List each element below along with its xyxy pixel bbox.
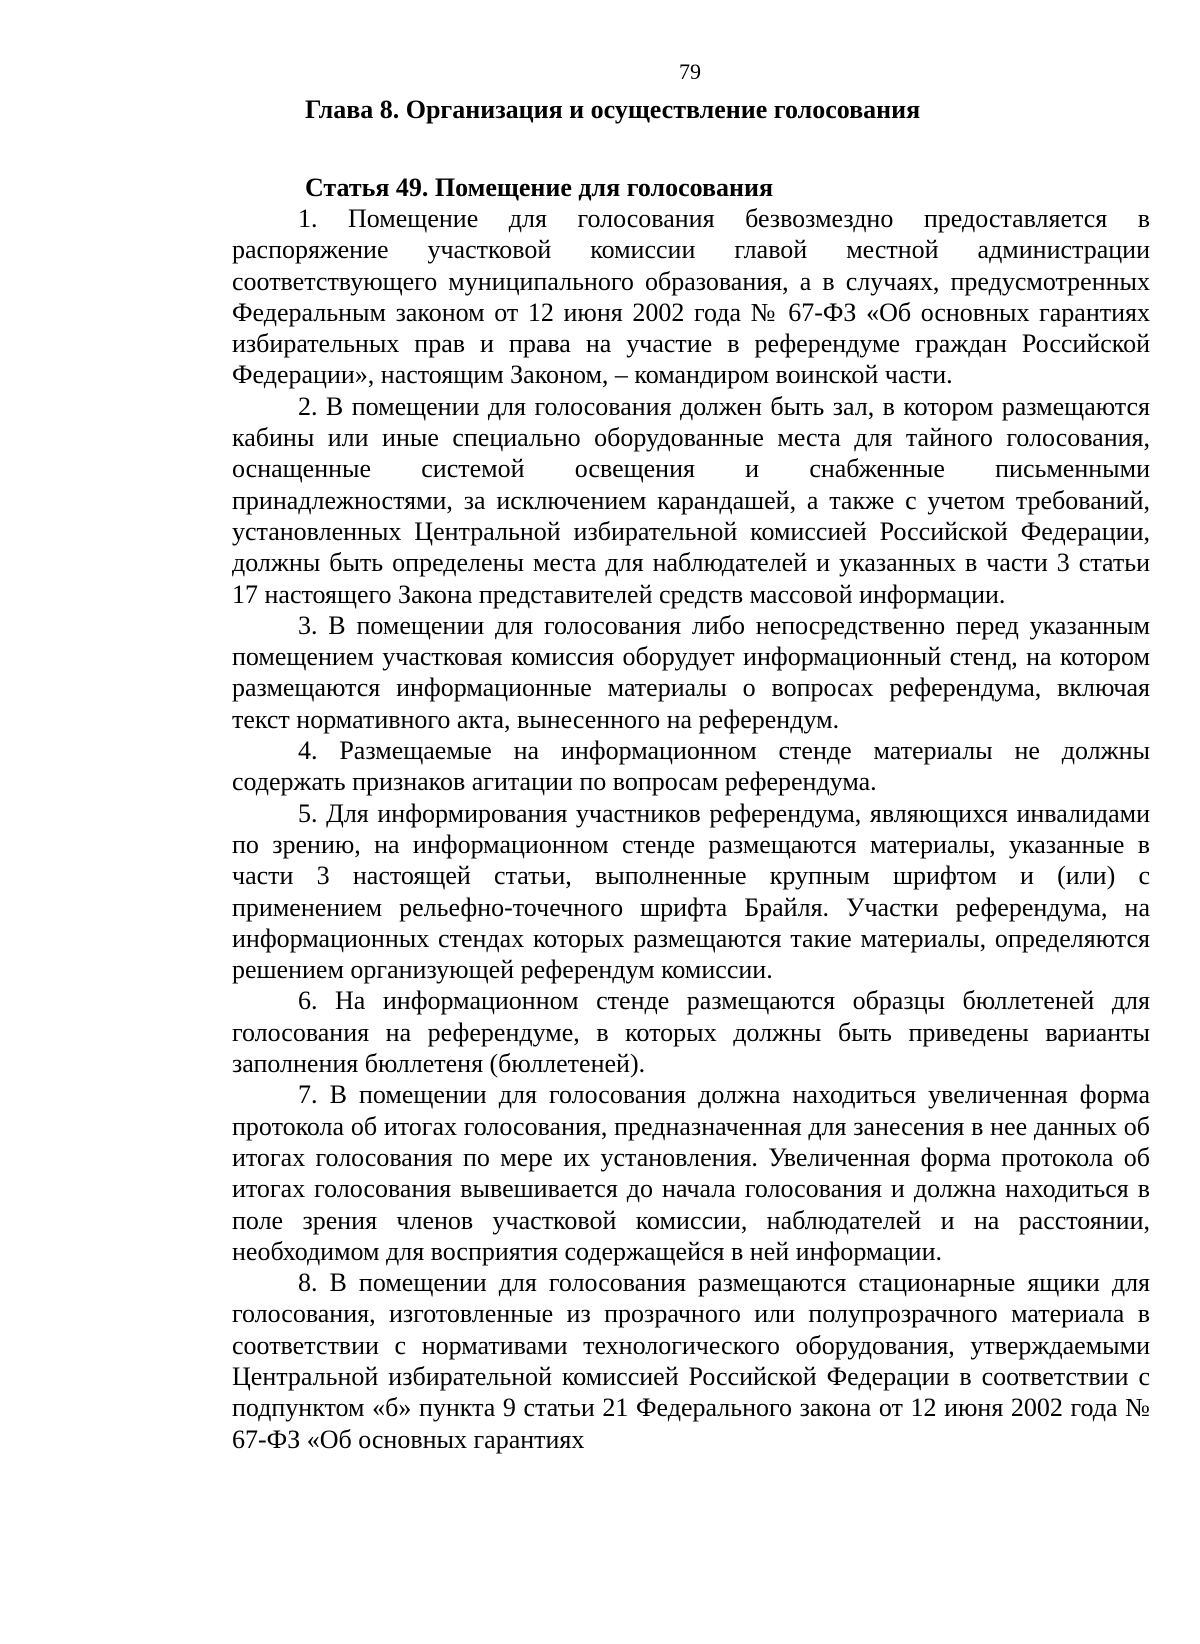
paragraph-6: 6. На информационном стенде размещаются образцы бюллетеней для голосования на референдуме, в которых должны быть приведены варианты заполнения бюллетеня (бюллетеней). <box>232 986 1150 1079</box>
article-body <box>232 203 1150 1455</box>
paragraph-2: 2. В помещении для голосования должен быть зал, в котором размещаются кабины или иные специально оборудованные места для тайного голосования, оснащенные системой освещения и снабженные письменными принадлежностями, за исключением карандашей, а также с учетом требований, установленных Центральной избирательной комиссией Российской Федерации, должны быть определены места для наблюдателей и указанных в части 3 статьи 17 настоящего Закона представителей средств массовой информации. <box>232 391 1150 609</box>
page-number: 79 <box>679 59 701 84</box>
paragraph-1: 1. Помещение для голосования безвозмездно предоставляется в распоряжение участковой комиссии главой местной администрации соответствующего муниципального образования, а в случаях, предусмотренных Федеральным законом от 12 июня 2002 года № 67-ФЗ «Об основных гарантиях избирательных прав и права на участие в референдуме граждан Российской Федерации», настоящим Законом, – командиром воинской части. <box>232 204 1150 390</box>
chapter-title: Глава 8. Организация и осуществление голосования <box>305 95 921 124</box>
article-title: Статья 49. Помещение для голосования <box>305 173 774 202</box>
paragraph-3: 3. В помещении для голосования либо непосредственно перед указанным помещением участковая комиссия оборудует информационный стенд, на котором размещаются информационные материалы о вопросах референдума, включая текст нормативного акта, вынесенного на референдум. <box>232 610 1150 734</box>
paragraph-4: 4. Размещаемые на информационном стенде материалы не должны содержать признаков агитации по вопросам референдума. <box>232 736 1150 797</box>
paragraph-8: 8. В помещении для голосования размещаются стационарные ящики для голосования, изготовленные из прозрачного или полупрозрачного материала в соответствии с нормативами технологического оборудования, утверждаемыми Центральной избирательной комиссией Российской Федерации в соответствии с подпунктом «б» пункта 9 статьи 21 Федерального закона от 12 июня 2002 года № 67-ФЗ «Об основных гарантиях <box>232 1268 1150 1454</box>
paragraph-7: 7. В помещении для голосования должна находиться увеличенная форма протокола об итогах голосования, предназначенная для занесения в нее данных об итогах голосования по мере их установления. Увеличенная форма протокола об итогах голосования вывешивается до начала голосования и должна находиться в поле зрения членов участковой комиссии, наблюдателей и на расстоянии, необходимом для восприятия содержащейся в ней информации. <box>232 1080 1150 1266</box>
paragraph-5: 5. Для информирования участников референдума, являющихся инвалидами по зрению, на информационном стенде размещаются материалы, указанные в части 3 настоящей статьи, выполненные крупным шрифтом и (или) с применением рельефно-точечного шрифта Брайля. Участки референдума, на информационных стендах которых размещаются такие материалы, определяются решением организующей референдум комиссии. <box>232 798 1150 985</box>
